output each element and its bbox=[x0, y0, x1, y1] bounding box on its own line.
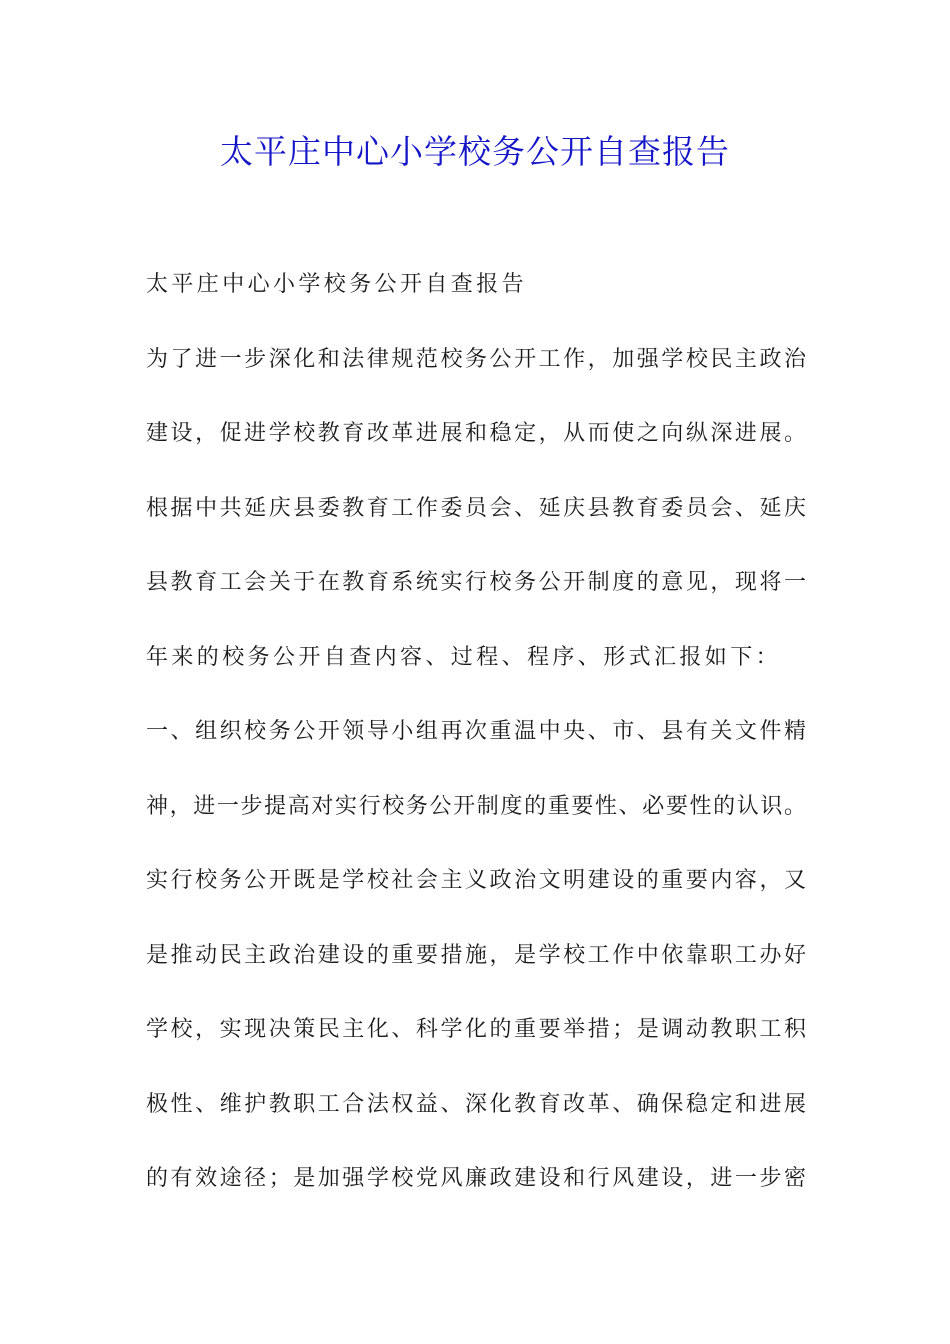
body-line: 根据中共延庆县委教育工作委员会、延庆县教育委员会、延庆 bbox=[146, 495, 806, 521]
body-line: 学校，实现决策民主化、科学化的重要举措；是调动教职工积 bbox=[146, 1017, 806, 1042]
body-line: 神，进一步提高对实行校务公开制度的重要性、必要性的认识。 bbox=[146, 793, 806, 819]
subtitle-line: 太平庄中心小学校务公开自查报告 bbox=[146, 272, 528, 297]
body-line: 是推动民主政治建设的重要措施，是学校工作中依靠职工办好 bbox=[146, 942, 806, 968]
body-line: 的有效途径；是加强学校党风廉政建设和行风建设，进一步密 bbox=[146, 1166, 806, 1191]
body-line: 极性、维护教职工合法权益、深化教育改革、确保稳定和进展 bbox=[146, 1091, 806, 1117]
body-line: 为了进一步深化和法律规范校务公开工作，加强学校民主政治 bbox=[146, 346, 806, 372]
body-line: 实行校务公开既是学校社会主义政治文明建设的重要内容，又 bbox=[146, 868, 806, 893]
body-line: 年来的校务公开自查内容、过程、程序、形式汇报如下： bbox=[146, 644, 782, 670]
document-body bbox=[146, 262, 806, 1231]
body-line: 一、组织校务公开领导小组再次重温中央、市、县有关文件精 bbox=[146, 719, 806, 744]
body-line: 县教育工会关于在教育系统实行校务公开制度的意见，现将一 bbox=[146, 570, 806, 595]
body-line: 建设，促进学校教育改革进展和稳定，从而使之向纵深进展。 bbox=[146, 421, 806, 446]
page-title: 太平庄中心小学校务公开自查报告 bbox=[220, 132, 730, 171]
